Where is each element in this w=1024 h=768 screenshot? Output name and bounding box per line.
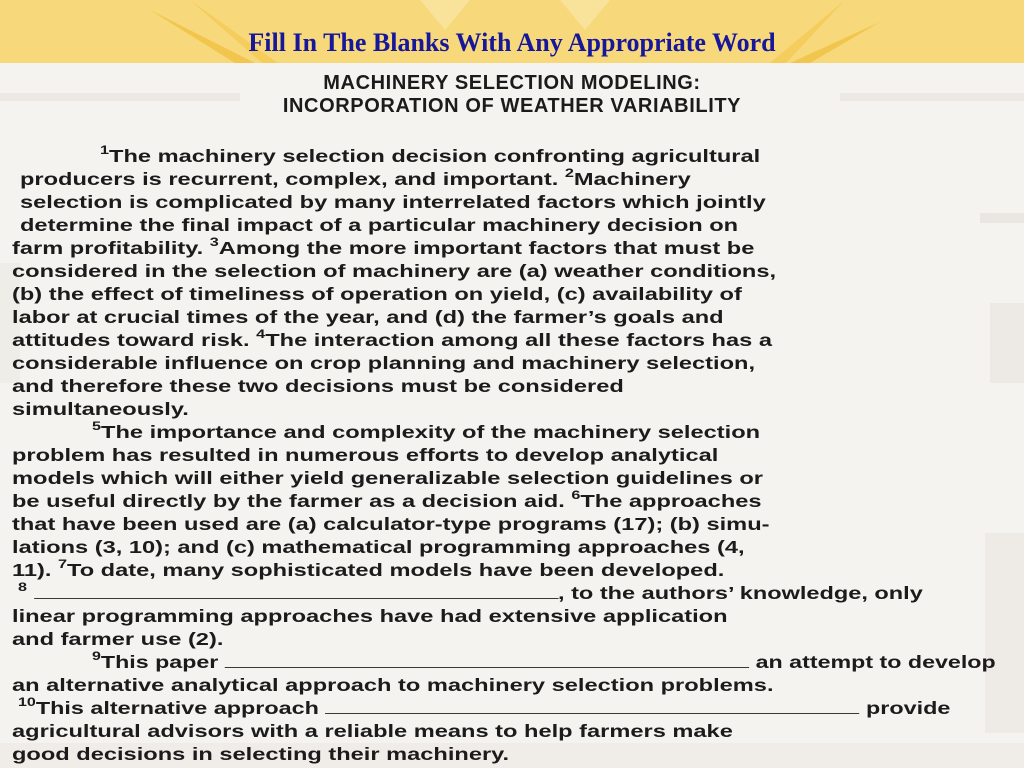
document-line (20, 168, 691, 190)
sentence-number: 5 (92, 419, 102, 433)
scanned-document (0, 63, 1024, 768)
line-text: The machinery selection decision confronting agricultural (109, 146, 761, 166)
blank-10-line (325, 699, 859, 714)
sentence-number: 9 (92, 649, 101, 663)
line-text: , to the authors’ knowledge, only (557, 583, 923, 603)
slide-title: Fill In The Blanks With Any Appropriate Word (248, 28, 776, 57)
line-text: selection is complicated by many interrelated factors which jointly (20, 192, 766, 212)
line-text: and farmer use (2). (12, 629, 224, 649)
sentence-number: 8 (18, 580, 27, 594)
line-text: provide (859, 698, 951, 718)
sentence-number: 10 (18, 695, 36, 709)
line-text: To date, many sophisticated models have been developed. (67, 560, 725, 580)
document-line (12, 674, 774, 696)
sentence-number: 2 (564, 166, 574, 180)
document-line (100, 145, 760, 167)
line-text: (b) the effect of timeliness of operation on yield, (c) availability of (12, 284, 742, 304)
line-text: Among the more important factors that must be (218, 238, 755, 258)
line-text: labor at crucial times of the year, and (d) the farmer’s goals and (12, 307, 724, 327)
line-text: problem has resulted in numerous efforts to develop analytical (12, 445, 719, 465)
line-text: lations (3, 10); and (c) mathematical programming approaches (4, (12, 537, 745, 557)
line-text: The interaction among all these factors has a (265, 330, 772, 350)
sentence-number: 7 (57, 557, 68, 571)
document-line (12, 628, 223, 650)
document-title-line-1: MACHINERY SELECTION MODELING: (323, 72, 701, 94)
line-text: farm profitability. (12, 238, 210, 258)
line-text: and therefore these two decisions must be considered (12, 376, 624, 396)
line-text: producers is recurrent, complex, and important. (20, 169, 565, 189)
document-line (12, 260, 776, 282)
sentence-number: 3 (209, 235, 219, 249)
document-line (18, 697, 950, 719)
document-line (12, 720, 733, 742)
line-text: linear programming approaches have had extensive application (12, 606, 728, 626)
document-line (12, 329, 772, 351)
document-line (12, 352, 755, 374)
slide-header (0, 0, 1024, 64)
line-text: simultaneously. (12, 399, 189, 419)
document-line (12, 467, 763, 489)
document-line (20, 191, 766, 213)
line-text: considered in the selection of machinery are (a) weather conditions, (12, 261, 777, 281)
line-text: an alternative analytical approach to machinery selection problems. (12, 675, 774, 695)
line-text: determine the final impact of a particular machinery decision on (20, 215, 739, 235)
line-text: 11). (12, 560, 58, 580)
blank-8-line (34, 584, 558, 599)
document-line (12, 283, 742, 305)
line-text: The approaches (580, 491, 762, 511)
line-text: This alternative approach (35, 698, 326, 718)
document-line (12, 559, 724, 581)
line-text: be useful directly by the farmer as a decision aid. (12, 491, 572, 511)
line-text: models which will either yield generalizable selection guidelines or (12, 468, 763, 488)
line-text: This paper (100, 652, 225, 672)
sentence-number: 4 (256, 327, 266, 341)
document-line (12, 605, 728, 627)
sentence-number: 6 (571, 488, 581, 502)
document-line (12, 375, 624, 397)
document-line (12, 444, 718, 466)
line-text: attitudes toward risk. (12, 330, 257, 350)
document-line (12, 513, 769, 535)
document-line (12, 398, 189, 420)
line-text: an attempt to develop (749, 652, 996, 672)
document-line (92, 421, 760, 443)
document-title-line-2: INCORPORATION OF WEATHER VARIABILITY (282, 95, 742, 117)
line-text: Machinery (573, 169, 691, 189)
document-line (12, 536, 745, 558)
line-text: agricultural advisors with a reliable means to help farmers make (12, 721, 733, 741)
blank-9-line (225, 653, 749, 668)
line-text: that have been used are (a) calculator-type programs (17); (b) simu- (12, 514, 770, 534)
line-text: The importance and complexity of the machinery selection (101, 422, 761, 442)
line-text: good decisions in selecting their machinery. (12, 744, 510, 764)
document-line (12, 743, 509, 765)
sentence-number: 1 (100, 143, 110, 157)
document-line (12, 237, 754, 259)
document-line (92, 651, 996, 673)
document-line (12, 490, 762, 512)
document-line (12, 306, 724, 328)
document-line (20, 214, 738, 236)
line-text: considerable influence on crop planning and machinery selection, (12, 353, 756, 373)
document-line (18, 582, 923, 604)
